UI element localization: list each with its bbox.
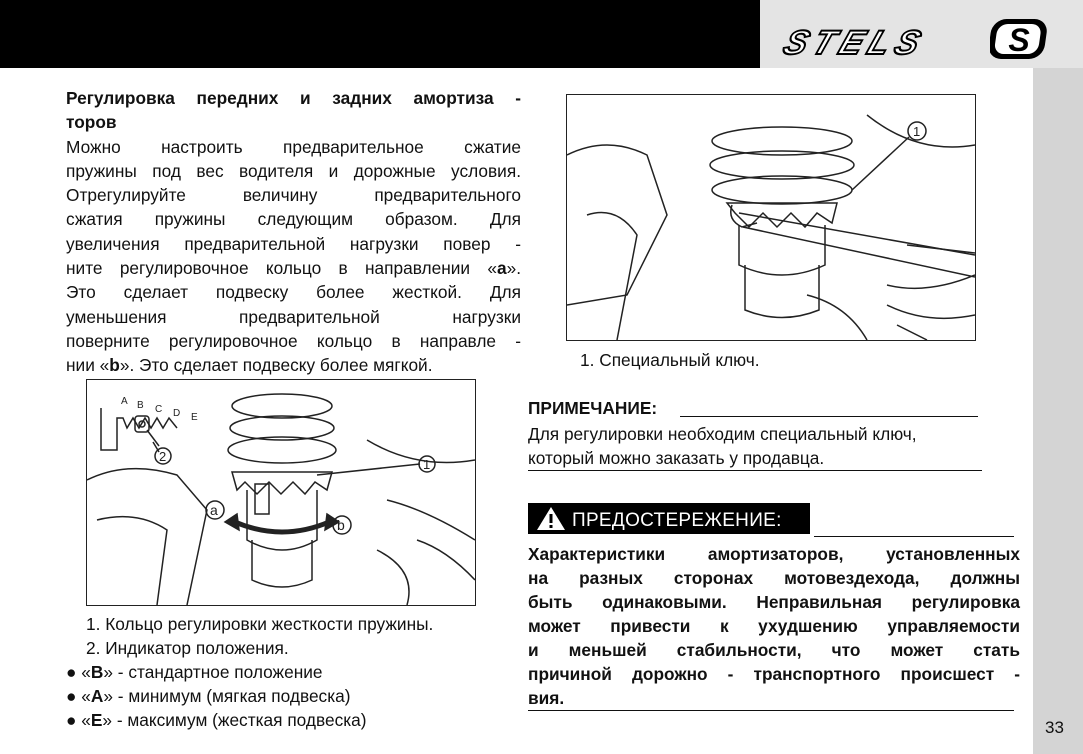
svg-text:a: a <box>210 502 218 518</box>
body-line: сжатия пружины следующим образом. Для <box>66 209 521 230</box>
body-line: Можно настроить предварительное сжатие <box>66 136 521 157</box>
svg-text:b: b <box>337 517 345 533</box>
left-caption-1: 1. Кольцо регулировки жесткости пружины. <box>86 614 434 634</box>
body-line: поверните регулировочное кольцо в направле - <box>66 330 521 351</box>
warning-underline <box>814 536 1014 537</box>
bullet-item: ● «A» - минимум (мягкая подвеска) <box>66 686 351 706</box>
warning-header <box>528 503 810 534</box>
section-heading-line1: Регулировка передних и задних амортиза - <box>66 88 521 108</box>
warning-triangle-icon <box>536 506 566 531</box>
note-line-1: Для регулировки необходим специальный ключ, <box>528 424 917 444</box>
header-bar <box>0 0 760 68</box>
body-line: увеличения предварительной нагрузки повер - <box>66 233 521 254</box>
warning-text <box>528 542 1020 710</box>
svg-text:D: D <box>173 408 181 419</box>
warning-line: причиной дорожно - транспортного происшест - <box>528 664 1020 684</box>
body-line: Отрегулируйте величину предварительного <box>66 185 521 206</box>
svg-text:B: B <box>137 400 144 411</box>
warning-bottom-rule <box>528 710 1014 711</box>
right-caption: 1. Специальный ключ. <box>580 350 760 370</box>
note-line-2: который можно заказать у продавца. <box>528 448 825 468</box>
svg-text:2: 2 <box>159 449 167 464</box>
warning-line: Характеристики амортизаторов, установленных <box>528 544 1020 564</box>
svg-text:C: C <box>155 404 163 415</box>
warning-line: может привести к ухудшению управляемости <box>528 616 1020 636</box>
body-line: Это сделает подвеску более жесткой. Для <box>66 282 521 303</box>
section-heading-line2: торов <box>66 112 117 133</box>
warning-title: ПРЕДОСТЕРЕЖЕНИЕ: <box>572 510 782 531</box>
svg-text:1: 1 <box>423 457 431 472</box>
body-line: уменьшения предварительной нагрузки <box>66 306 521 327</box>
warning-line: вия. <box>528 688 565 708</box>
svg-text:S: S <box>1008 22 1030 58</box>
body-line: нии «b». Это сделает подвеску более мягкой. <box>66 355 433 376</box>
note-title: ПРИМЕЧАНИЕ: <box>528 398 658 418</box>
body-line: ните регулировочное кольцо в направлении «a». <box>66 258 521 279</box>
note-underline <box>680 416 978 417</box>
svg-text:E: E <box>191 412 198 423</box>
note-bottom-rule <box>528 470 982 471</box>
page-number: 33 <box>1045 718 1064 737</box>
wrench-figure <box>566 94 976 341</box>
warning-line: и меньшей стабильности, что может стать <box>528 640 1020 660</box>
bullet-item: ● «E» - максимум (жесткая подвеска) <box>66 710 367 730</box>
brand-logo: STELS <box>778 24 932 62</box>
warning-line: на разных сторонах мотовездехода, должны <box>528 568 1020 588</box>
body-line: пружины под вес водителя и дорожные условия. <box>66 160 521 181</box>
left-column <box>66 86 521 378</box>
wrench-illustration <box>567 95 975 340</box>
svg-text:A: A <box>121 396 128 407</box>
left-caption-2: 2. Индикатор положения. <box>86 638 289 658</box>
spring-adjust-illustration <box>87 380 475 605</box>
brand-badge-icon <box>990 16 1052 62</box>
warning-line: быть одинаковыми. Неправильная регулировка <box>528 592 1020 612</box>
svg-text:1: 1 <box>913 124 921 139</box>
spring-adjust-figure <box>86 379 476 606</box>
page-sidebar <box>1033 68 1083 754</box>
bullet-item: ● «B» - стандартное положение <box>66 662 323 682</box>
